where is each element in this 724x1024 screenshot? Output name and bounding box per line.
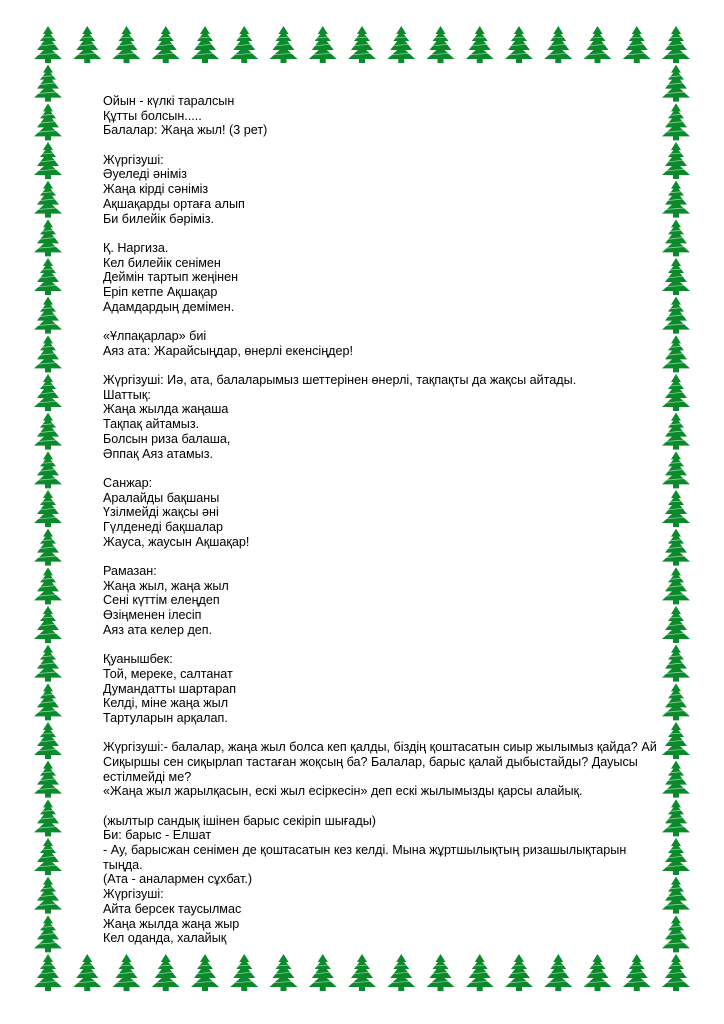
fir-tree-icon	[348, 954, 376, 991]
text-line: Қуанышбек:	[103, 652, 173, 667]
text-line: Санжар:	[103, 475, 153, 490]
fir-tree-icon	[34, 65, 62, 102]
fir-tree-icon	[34, 26, 62, 63]
text-line: Жүргізуші:	[103, 152, 164, 167]
fir-tree-icon	[584, 26, 612, 63]
text-line: Деймін тартып жеңінен	[103, 270, 239, 285]
text-line: Құтты болсын.....	[103, 108, 202, 123]
paragraph-gap	[103, 461, 703, 476]
fir-tree-icon	[34, 799, 62, 836]
fir-tree-icon	[466, 26, 494, 63]
fir-tree-icon	[34, 374, 62, 411]
fir-tree-icon	[427, 26, 455, 63]
fir-tree-icon	[623, 954, 651, 991]
text-line: Би билейік бәріміз.	[103, 211, 214, 226]
fir-tree-icon	[34, 258, 62, 295]
paragraph-gap	[103, 226, 703, 241]
text-line: Би: барыс - Елшат	[103, 828, 212, 843]
text-line: (Ата - аналармен сұхбат.)	[103, 872, 253, 887]
text-line: Келді, міне жаңа жыл	[103, 696, 229, 711]
text-line: Аяз ата келер деп.	[103, 622, 213, 637]
paragraph-gap	[103, 637, 703, 652]
fir-tree-icon	[584, 954, 612, 991]
text-line: - Ау, барысжан сенімен де қоштасатын кез келді. Мына жұртшылықтың ризашылықтарын	[103, 843, 627, 858]
paragraph-gap	[103, 799, 703, 814]
text-line: «Ұлпақарлар» биі	[103, 329, 207, 343]
fir-tree-icon	[34, 683, 62, 720]
fir-tree-icon	[34, 567, 62, 604]
text-line: Жаңа жылда жаңа жыр	[103, 916, 240, 931]
fir-tree-icon	[427, 954, 455, 991]
fir-tree-icon	[34, 915, 62, 952]
text-line: (жылтыр сандық ішінен барыс секіріп шығады)	[103, 813, 376, 828]
fir-tree-icon	[270, 954, 298, 991]
text-line: Өзіңменен ілесіп	[103, 608, 202, 623]
fir-tree-icon	[73, 26, 101, 63]
text-line: Аралайды бақшаны	[103, 490, 220, 505]
fir-tree-icon	[34, 954, 62, 991]
fir-tree-icon	[309, 26, 337, 63]
fir-tree-icon	[34, 103, 62, 140]
text-line: Жүргізуші:- балалар, жаңа жыл болса кеп қалды, біздің қоштасатын сиыр жылымыз қайда? Ай	[103, 740, 657, 755]
text-line: Қ. Наргиза.	[103, 240, 169, 255]
fir-tree-icon	[34, 181, 62, 218]
fir-tree-icon	[191, 954, 219, 991]
fir-tree-icon	[34, 838, 62, 875]
paragraph-gap	[103, 358, 703, 373]
text-line: Ойын - күлкі таралсын	[103, 94, 235, 108]
fir-tree-icon	[505, 26, 533, 63]
fir-tree-icon	[544, 954, 572, 991]
text-line: Жаңа кірді сәніміз	[103, 182, 209, 197]
fir-tree-icon	[34, 722, 62, 759]
text-line: Кел билейік сенімен	[103, 255, 221, 270]
text-line: Гүлденеді бақшалар	[103, 519, 224, 534]
fir-tree-icon	[505, 954, 533, 991]
fir-tree-icon	[34, 606, 62, 643]
fir-tree-icon	[34, 490, 62, 527]
text-line: Жүргізуші:	[103, 887, 164, 902]
paragraph-gap	[103, 549, 703, 564]
fir-tree-icon	[662, 26, 690, 63]
fir-tree-icon	[113, 26, 141, 63]
fir-tree-icon	[34, 219, 62, 256]
fir-tree-icon	[387, 26, 415, 63]
text-line: Кел оданда, халайық	[103, 931, 227, 946]
paragraph-gap	[103, 314, 703, 329]
fir-tree-icon	[230, 26, 258, 63]
text-line: Той, мереке, салтанат	[103, 666, 233, 681]
fir-tree-icon	[113, 954, 141, 991]
fir-tree-icon	[34, 877, 62, 914]
fir-tree-icon	[34, 413, 62, 450]
fir-tree-icon	[152, 954, 180, 991]
text-line: тыңда.	[103, 857, 143, 872]
text-line: естілмейді ме?	[103, 769, 192, 784]
text-line: Әуеледі әніміз	[103, 167, 187, 182]
fir-tree-icon	[34, 297, 62, 334]
fir-tree-icon	[34, 529, 62, 566]
fir-tree-icon	[623, 26, 651, 63]
text-line: Тартуларын арқалап.	[103, 710, 228, 725]
fir-tree-icon	[387, 954, 415, 991]
fir-tree-icon	[73, 954, 101, 991]
text-line: Балалар: Жаңа жыл! (3 рет)	[103, 123, 268, 138]
text-line: Ақшақарды ортаға алып	[103, 196, 245, 211]
text-line: Болсын риза балаша,	[103, 431, 231, 446]
fir-tree-icon	[34, 645, 62, 682]
fir-tree-icon	[152, 26, 180, 63]
text-line: Жауса, жаусын Ақшақар!	[103, 534, 250, 549]
text-line: Сені күттім елеңдеп	[103, 593, 220, 608]
fir-tree-icon	[309, 954, 337, 991]
fir-tree-icon	[230, 954, 258, 991]
text-line: Адамдардың демімен.	[103, 299, 235, 314]
text-line: Жүргізуші: Иә, ата, балаларымыз шеттерінен өнерлі, тақпақты да жақсы айтады.	[103, 373, 577, 388]
text-line: Жаңа жыл, жаңа жыл	[103, 578, 229, 593]
paragraph-gap	[103, 138, 703, 153]
text-line: Еріп кетпе Ақшақар	[103, 284, 218, 299]
fir-tree-icon	[34, 335, 62, 372]
document-body	[103, 94, 703, 946]
fir-tree-icon	[191, 26, 219, 63]
text-line: Думандатты шартарап	[103, 681, 237, 696]
text-line: Жаңа жылда жаңаша	[103, 402, 229, 417]
fir-tree-icon	[544, 26, 572, 63]
text-line: Рамазан:	[103, 564, 157, 578]
fir-tree-icon	[466, 954, 494, 991]
paragraph-gap	[103, 726, 703, 741]
text-line: Сиқыршы сен сиқырлап тастаған жоқсың ба? Балалар, барыс қалай дыбыстайды? Дауысы	[103, 754, 638, 769]
fir-tree-icon	[34, 451, 62, 488]
fir-tree-icon	[34, 142, 62, 179]
fir-tree-icon	[34, 761, 62, 798]
text-line: Шаттық:	[103, 387, 151, 402]
text-line: Үзілмейді жақсы әні	[103, 505, 219, 520]
text-line: Әппақ Аяз атамыз.	[103, 446, 213, 461]
text-line: Тақпақ айтамыз.	[103, 417, 200, 432]
text-line: Айта берсек таусылмас	[103, 901, 242, 916]
text-line: Аяз ата: Жарайсыңдар, өнерлі екенсіңдер!	[103, 343, 354, 358]
fir-tree-icon	[662, 954, 690, 991]
fir-tree-icon	[270, 26, 298, 63]
text-line: «Жаңа жыл жарылқасын, ескі жыл есіркесін» деп ескі жылымызды қарсы алайық.	[103, 784, 583, 799]
fir-tree-icon	[348, 26, 376, 63]
